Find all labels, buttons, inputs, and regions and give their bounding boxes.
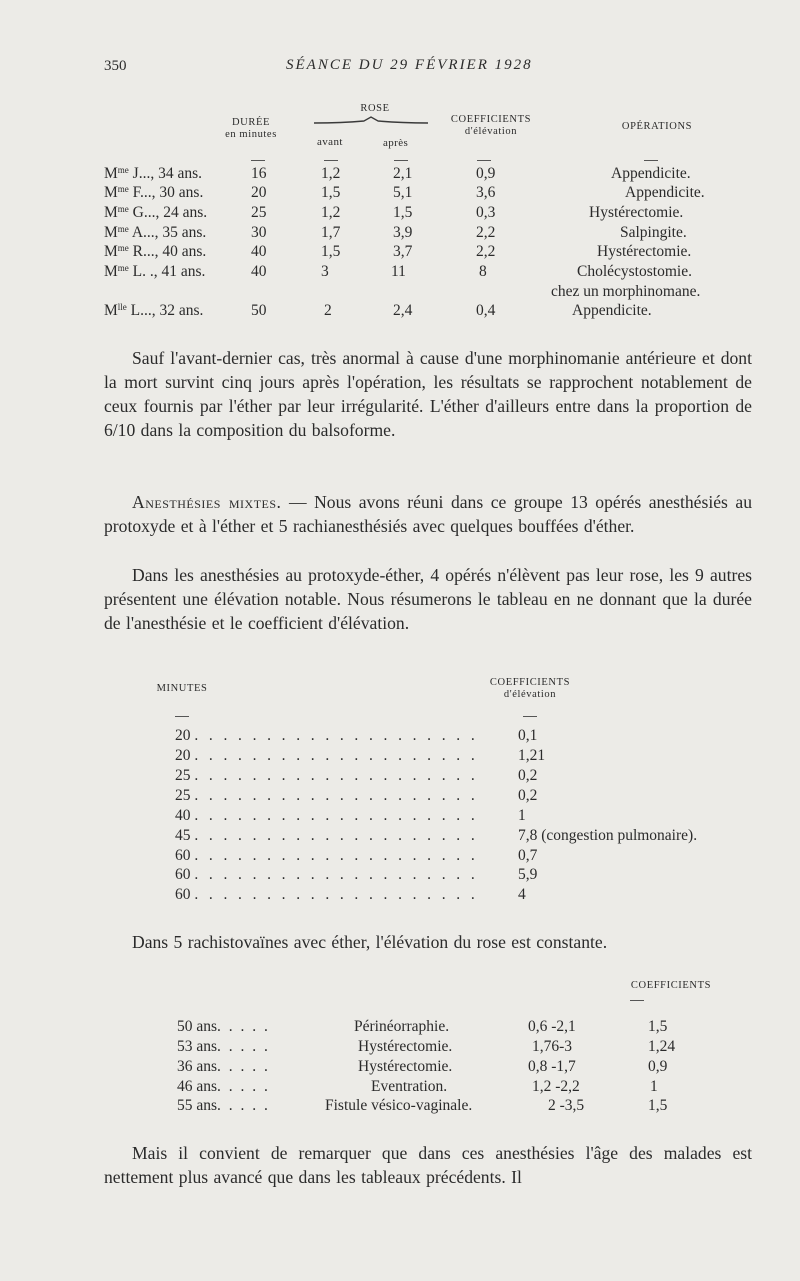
cell-coef: 0,2 <box>518 787 538 804</box>
cell-duree: 40 <box>251 263 267 280</box>
table-row: 25 . . . . . . . . . . . . . . . . . . . . <box>175 767 479 784</box>
cell-operation: Appendicite. <box>625 184 705 201</box>
cell-coef: 0,9 <box>476 165 496 182</box>
cell-operation: Hystérectomie. <box>358 1038 453 1055</box>
table-row: $M^{me}$ F..., 30 ans. <box>104 184 204 201</box>
table-row: $M^{me}$ J..., 34 ans. <box>104 165 202 182</box>
col-header-duree: DURÉE en minutes <box>225 117 277 140</box>
page-number: 350 <box>104 58 127 74</box>
divider <box>394 160 408 161</box>
cell-coef: 2,2 <box>476 243 496 260</box>
cell-duree: 25 <box>251 204 267 221</box>
table-row: 20 . . . . . . . . . . . . . . . . . . . . <box>175 747 479 764</box>
cell-operation: Hystérectomie. <box>597 243 692 260</box>
running-title: SÉANCE DU 29 FÉVRIER 1928 <box>286 57 533 73</box>
paragraph: Mais il convient de remarquer que dans ces anesthésies l'âge des malades est nettement plus avancé que dans les tableaux précédents. Il <box>104 1143 752 1187</box>
cell-range: 0,6 -2,1 <box>528 1018 576 1035</box>
cell-coef: 1,21 <box>518 747 546 764</box>
cell-duree: 50 <box>251 302 267 319</box>
cell-coef: 0,3 <box>476 204 496 221</box>
col-header-operations: OPÉRATIONS <box>621 121 693 132</box>
cell-coef: 5,9 <box>518 866 538 883</box>
cell-operation: Hystérectomie. <box>358 1058 453 1075</box>
table-row: 45 . . . . . . . . . . . . . . . . . . . . <box>175 827 479 844</box>
cell-avant: 1,2 <box>321 204 341 221</box>
cell-duree: 20 <box>251 184 267 201</box>
cell-apres: 2,1 <box>393 165 413 182</box>
cell-apres: 5,1 <box>393 184 413 201</box>
cell-coef: 1 <box>650 1078 658 1095</box>
cell-operation: Eventration. <box>371 1078 448 1095</box>
table-row: $M^{lle}$ L..., 32 ans. <box>104 302 204 319</box>
cell-coef: 7,8 (congestion pulmonaire). <box>518 827 698 844</box>
cell-coef: 8 <box>479 263 487 280</box>
table-row: 25 . . . . . . . . . . . . . . . . . . . . <box>175 787 479 804</box>
cell-range: 2 -3,5 <box>548 1097 585 1114</box>
cell-duree: 30 <box>251 224 267 241</box>
cell-apres: 1,5 <box>393 204 413 221</box>
cell-avant: 1,7 <box>321 224 341 241</box>
col-header-avant: avant <box>317 136 343 148</box>
col-header-apres: après <box>383 137 409 149</box>
table-row: 60 . . . . . . . . . . . . . . . . . . . . <box>175 866 479 883</box>
divider <box>175 716 189 717</box>
col-header-coefficients: COEFFICIENTS <box>630 980 712 991</box>
table-row: 53 ans. . . . . <box>177 1038 270 1055</box>
table-row: 60 . . . . . . . . . . . . . . . . . . . . <box>175 847 479 864</box>
cell-apres: 3,7 <box>393 243 413 260</box>
paragraph: Dans 5 rachistovaïnes avec éther, l'élévation du rose est constante. <box>132 932 608 952</box>
cell-avant: 1,2 <box>321 165 341 182</box>
cell-range: 1,2 -2,2 <box>532 1078 580 1095</box>
cell-operation: Appendicite. <box>572 302 652 319</box>
col-header-rose: ROSE <box>360 103 390 114</box>
table-row: 50 ans. . . . . <box>177 1018 270 1035</box>
divider <box>251 160 265 161</box>
cell-avant: 2 <box>324 302 332 319</box>
cell-coef: 1 <box>518 807 526 824</box>
table-row: 20 . . . . . . . . . . . . . . . . . . . . <box>175 727 479 744</box>
table-row: $M^{me}$ R..., 40 ans. <box>104 243 207 260</box>
cell-duree: 40 <box>251 243 267 260</box>
col-header-coefficients: COEFFICIENTS d'élévation <box>489 677 571 700</box>
cell-coef: 4 <box>518 886 526 903</box>
divider <box>477 160 491 161</box>
cell-operation: chez un morphinomane. <box>551 283 701 300</box>
cell-coef: 1,5 <box>648 1097 668 1114</box>
col-header-minutes: MINUTES <box>156 683 208 694</box>
cell-coef: 0,7 <box>518 847 538 864</box>
divider <box>630 1000 644 1001</box>
paragraph: Dans les anesthésies au protoxyde-éther, 4 opérés n'élèvent pas leur rose, les 9 autres présentent une élévation notable. Nous résumerons le tableau en ne donnant que la durée de l'anesthésie et le coefficient d'élévation. <box>104 565 752 633</box>
cell-coef: 1,5 <box>648 1018 668 1035</box>
cell-operation: Cholécystostomie. <box>577 263 692 280</box>
cell-apres: 3,9 <box>393 224 413 241</box>
cell-avant: 1,5 <box>321 243 341 260</box>
table-row: $M^{me}$ G..., 24 ans. <box>104 204 208 221</box>
cell-coef: 0,9 <box>648 1058 668 1075</box>
table-row: 36 ans. . . . . <box>177 1058 270 1075</box>
section-heading: Anesthésies mixtes. <box>132 492 282 512</box>
cell-apres: 2,4 <box>393 302 413 319</box>
cell-operation: Appendicite. <box>611 165 691 182</box>
cell-range: 0,8 -1,7 <box>528 1058 576 1075</box>
rose-brace <box>312 114 430 126</box>
cell-range: 1,76-3 <box>532 1038 573 1055</box>
cell-coef: 0,4 <box>476 302 496 319</box>
cell-operation: Fistule vésico-vaginale. <box>325 1097 473 1114</box>
table-row: 40 . . . . . . . . . . . . . . . . . . . . <box>175 807 479 824</box>
paragraph: Anesthésies mixtes. — Nous avons réuni dans ce groupe 13 opérés anesthésiés au protoxyde et à l'éther et 5 rachianesthésiés avec quelques bouffées d'éther. <box>104 492 752 536</box>
divider <box>523 716 537 717</box>
divider <box>644 160 658 161</box>
divider <box>324 160 338 161</box>
cell-operation: Périnéorraphie. <box>354 1018 450 1035</box>
paragraph: Sauf l'avant-dernier cas, très anormal à cause d'une morphinomanie antérieure et dont la mort survint cinq jours après l'opération, les résultats se rapprochent notablement de ceux fournis par l'éther par leur irrégularité. L'éther d'ailleurs entre dans la proportion de 6/10 dans la composition du balsoforme. <box>104 348 752 440</box>
cell-apres: 11 <box>391 263 406 280</box>
cell-avant: 1,5 <box>321 184 341 201</box>
cell-coef: 2,2 <box>476 224 496 241</box>
cell-coef: 0,2 <box>518 767 538 784</box>
table-row: 55 ans. . . . . <box>177 1097 270 1114</box>
cell-coef: 3,6 <box>476 184 496 201</box>
cell-operation: Hystérectomie. <box>589 204 684 221</box>
cell-operation: Salpingite. <box>620 224 687 241</box>
cell-coef: 1,24 <box>648 1038 676 1055</box>
cell-avant: 3 <box>321 263 329 280</box>
cell-duree: 16 <box>251 165 267 182</box>
table-row: 60 . . . . . . . . . . . . . . . . . . . . <box>175 886 479 903</box>
col-header-coefficients: COEFFICIENTS d'élévation <box>450 114 532 137</box>
table-row: $M^{me}$ A..., 35 ans. <box>104 224 207 241</box>
table-row: 46 ans. . . . . <box>177 1078 270 1095</box>
table-row: $M^{me}$ L. ., 41 ans. <box>104 263 206 280</box>
cell-coef: 0,1 <box>518 727 538 744</box>
